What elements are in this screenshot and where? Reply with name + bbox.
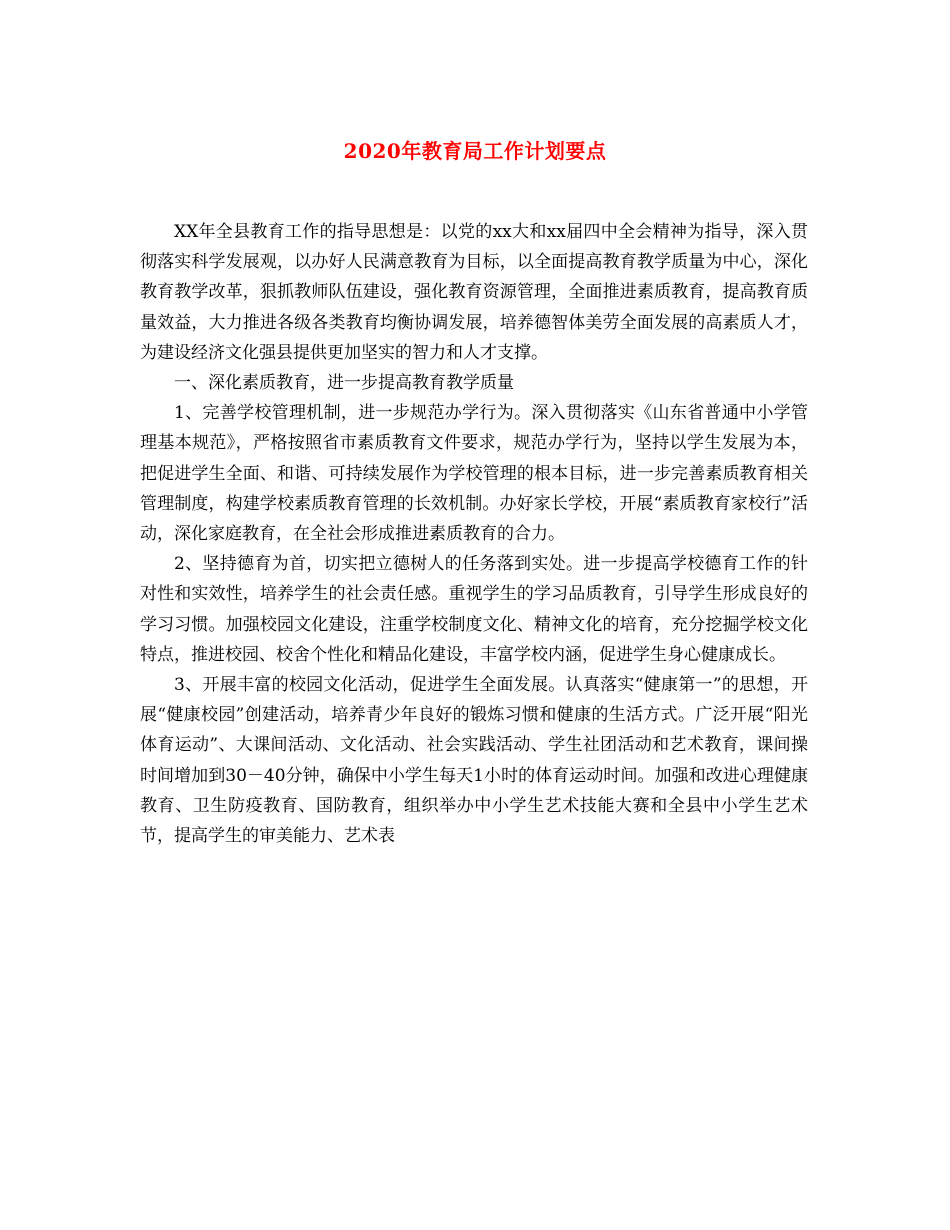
document-body [140, 217, 808, 851]
document-title: 2020年教育局工作计划要点 [343, 139, 607, 163]
paragraph-item-1: 1、完善学校管理机制，进一步规范办学行为。深入贯彻落实《山东省普通中小学管理基本规范》，严格按照省市素质教育文件要求，规范办学行为，坚持以学生发展为本，把促进学生全面、和谐、可持续发展作为学校管理的根本目标，进一步完善素质教育相关管理制度，构建学校素质教育管理的长效机制。办好家长学校，开展“素质教育家校行”活动，深化家庭教育，在全社会形成推进素质教育的合力。 [140, 403, 808, 545]
paragraph-item-3: 3、开展丰富的校园文化活动，促进学生全面发展。认真落实“健康第一”的思想，开展“健康校园”创建活动，培养青少年良好的锻炼习惯和健康的生活方式。广泛开展“阳光体育运动”、大课间活动、文化活动、社会实践活动、学生社团活动和艺术教育，课间操时间增加到30－40分钟，确保中小学生每天1小时的体育运动时间。加强和改进心理健康教育、卫生防疫教育、国防教育，组织举办中小学生艺术技能大赛和全县中小学生艺术节，提高学生的审美能力、艺术表 [140, 675, 808, 847]
paragraph-item-2: 2、坚持德育为首，切实把立德树人的任务落到实处。进一步提高学校德育工作的针对性和实效性，培养学生的社会责任感。重视学生的学习品质教育，引导学生形成良好的学习习惯。加强校园文化建设，注重学校制度文化、精神文化的培育，充分挖掘学校文化特点，推进校园、校舍个性化和精品化建设，丰富学校内涵，促进学生身心健康成长。 [140, 554, 808, 665]
paragraph-guiding-thought: XX年全县教育工作的指导思想是：以党的xx大和xx届四中全会精神为指导，深入贯彻落实科学发展观，以办好人民满意教育为目标，以全面提高教育教学质量为中心，深化教育教学改革，狠抓教师队伍建设，强化教育资源管理，全面推进素质教育，提高教育质量效益，大力推进各级各类教育均衡协调发展，培养德智体美劳全面发展的高素质人才，为建设经济文化强县提供更加坚实的智力和人才支撑。 [140, 222, 808, 363]
section-heading-1: 一、深化素质教育，进一步提高教育教学质量 [174, 373, 514, 394]
